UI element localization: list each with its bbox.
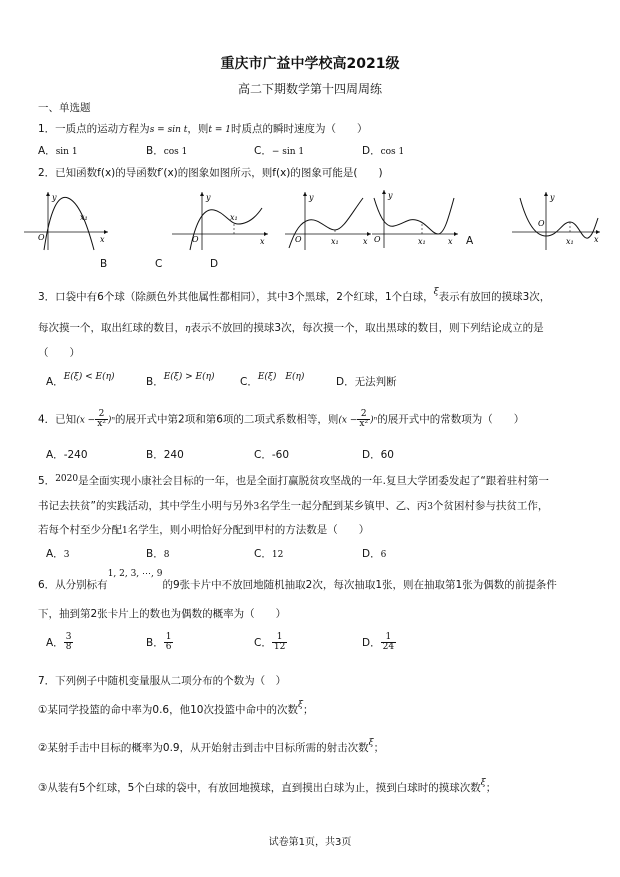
svg-text:y: y bbox=[52, 193, 57, 202]
q2-label-b: B bbox=[100, 258, 108, 270]
svg-text:y: y bbox=[309, 193, 314, 202]
q4-fraction-1: $\frac{2}{\text{x²}}$ bbox=[97, 409, 106, 429]
option-graph-d bbox=[283, 190, 373, 252]
page-footer: 试卷第1页，共3页 bbox=[268, 837, 352, 848]
q7-item-1: ①某同学投篮的命中率为0.6，他10次投篮中命中的次数ξ； bbox=[38, 700, 314, 716]
q3-option-b: B．E(ξ) > E(η) bbox=[146, 372, 215, 388]
svg-text:x₁: x₁ bbox=[80, 213, 88, 222]
question-1 bbox=[38, 121, 367, 136]
q1-mid: ，则 bbox=[187, 123, 209, 135]
svg-text:x₁: x₁ bbox=[331, 237, 339, 246]
q5-option-d: D．6 bbox=[362, 548, 387, 560]
q6-number-set: 1, 2, 3, ⋯, 9 bbox=[107, 569, 163, 579]
derivative-graph bbox=[22, 190, 110, 252]
question-3-line1: 3．口袋中有6个球（除颜色外其他属性都相同），其中3个黑球，2个红球，1个白球，ξ表示有放回的摸球3次， bbox=[38, 287, 551, 303]
question-3-line2: 每次摸一个，取出红球的数目，η表示不放回的摸球3次，每次摸一个，取出黑球的数目，则下列结论成立的是 bbox=[38, 322, 544, 334]
q5-option-c: C．12 bbox=[254, 548, 284, 560]
option-graph-a bbox=[370, 188, 462, 250]
svg-text:x₁: x₁ bbox=[230, 213, 238, 222]
q6-option-d: D． $\frac{1}{24}$ bbox=[362, 632, 395, 652]
svg-text:x₁: x₁ bbox=[566, 237, 574, 246]
svg-text:y: y bbox=[550, 193, 555, 202]
svg-text:y: y bbox=[206, 193, 211, 202]
svg-text:O: O bbox=[538, 219, 545, 228]
q7-item-2: ②某射手击中目标的概率为0.9，从开始射击到击中目标所需的射击次数ξ； bbox=[38, 738, 385, 754]
svg-text:x: x bbox=[260, 237, 265, 246]
question-6-line1: 6．从分别标有1, 2, 3, ⋯, 9的9张卡片中不放回地随机抽取2次，每次抽取1张，则在抽取第1张为偶数的前提条件 bbox=[38, 569, 557, 591]
q5-option-b: B．8 bbox=[146, 548, 170, 560]
section-heading: 一、单选题 bbox=[38, 102, 91, 114]
question-5-line1: 5．2020是全面实现小康社会目标的一年，也是全面打赢脱贫攻坚战的一年.复旦大学团委发起了“跟着驻村第一 bbox=[38, 474, 549, 487]
question-6-line2: 下，抽到第2张卡片上的数也为偶数的概率为（ ） bbox=[38, 608, 287, 620]
q1-equation: s = sin t bbox=[149, 125, 188, 135]
question-4: 4．已知(x − $\frac{2}{\text{x²}}$ )ⁿ的展开式中第2项和第6项的二项式系数相等，则(x − $\frac{2}{\text{x²}}$ )ⁿ的展开式中的常数项为（ ） bbox=[38, 409, 525, 429]
question-7: 7．下列例子中随机变量服从二项分布的个数为（ ） bbox=[38, 675, 287, 687]
q2-label-c: C bbox=[155, 258, 163, 270]
q4-option-c: C．-60 bbox=[254, 449, 289, 461]
q6-option-b: B． $\frac{1}{6}$ bbox=[146, 632, 172, 652]
q1-time: t = 1 bbox=[208, 125, 231, 135]
question-3-line3: （ ） bbox=[38, 347, 80, 359]
q4-fraction-2: $\frac{2}{\text{x²}}$ bbox=[359, 409, 369, 429]
q4-option-d: D．60 bbox=[362, 449, 394, 461]
q2-label-d: D bbox=[210, 258, 219, 270]
q1-pre: 1．一质点的运动方程为 bbox=[38, 123, 150, 135]
question-2: 2．已知函数f(x)的导函数f′(x)的图象如图所示，则f(x)的图象可能是( ) bbox=[38, 167, 383, 179]
svg-text:y: y bbox=[388, 191, 393, 200]
q4-option-a: A．-240 bbox=[46, 449, 88, 461]
q1-option-b: B．cos 1 bbox=[146, 145, 188, 157]
question-5-line3: 若每个村至少分配1名学生，则小明恰好分配到甲村的方法数是（ ） bbox=[38, 524, 370, 536]
q1-option-c: C．− sin 1 bbox=[254, 145, 305, 157]
q1-option-a: A．sin 1 bbox=[38, 145, 78, 157]
q1-post: 时质点的瞬时速度为（ ） bbox=[230, 123, 368, 135]
q2-label-a: A bbox=[466, 235, 474, 247]
svg-text:x: x bbox=[448, 237, 453, 246]
xi-symbol: ξ bbox=[433, 287, 439, 297]
svg-text:x: x bbox=[100, 235, 105, 244]
q3-option-c: C．E(ξ) E(η) bbox=[240, 372, 305, 388]
q5-option-a: A．3 bbox=[46, 548, 70, 560]
page-title: 重庆市广益中学校高2021级 bbox=[220, 56, 400, 72]
svg-text:x: x bbox=[594, 235, 599, 244]
q4-option-b: B．240 bbox=[146, 449, 184, 461]
svg-text:O: O bbox=[38, 233, 45, 242]
svg-text:O: O bbox=[374, 235, 381, 244]
question-5-line2: 书记去扶贫”的实践活动，其中学生小明与另外3名学生一起分配到某乡镇甲、乙、丙3个贫困村参与扶贫工作， bbox=[38, 500, 549, 512]
page-subtitle: 高二下期数学第十四周周练 bbox=[237, 82, 382, 96]
eta-symbol: η bbox=[185, 324, 191, 334]
q6-option-c: C． $\frac{1}{12}$ bbox=[254, 632, 286, 652]
svg-text:x: x bbox=[363, 237, 368, 246]
svg-text:O: O bbox=[192, 235, 199, 244]
option-graph-b bbox=[510, 190, 602, 252]
q1-option-d: D．cos 1 bbox=[362, 145, 405, 157]
q3-option-d: D．无法判断 bbox=[336, 376, 397, 388]
svg-text:O: O bbox=[295, 235, 302, 244]
q7-item-3: ③从装有5个红球，5个白球的袋中，有放回地摸球，直到摸出白球为止，摸到白球时的摸球次数ξ； bbox=[38, 778, 497, 794]
svg-text:x₁: x₁ bbox=[418, 237, 426, 246]
q3-option-a: A．E(ξ) < E(η) bbox=[46, 372, 115, 388]
option-graph-c bbox=[170, 190, 270, 252]
q6-option-a: A． $\frac{3}{8}$ bbox=[46, 632, 72, 652]
